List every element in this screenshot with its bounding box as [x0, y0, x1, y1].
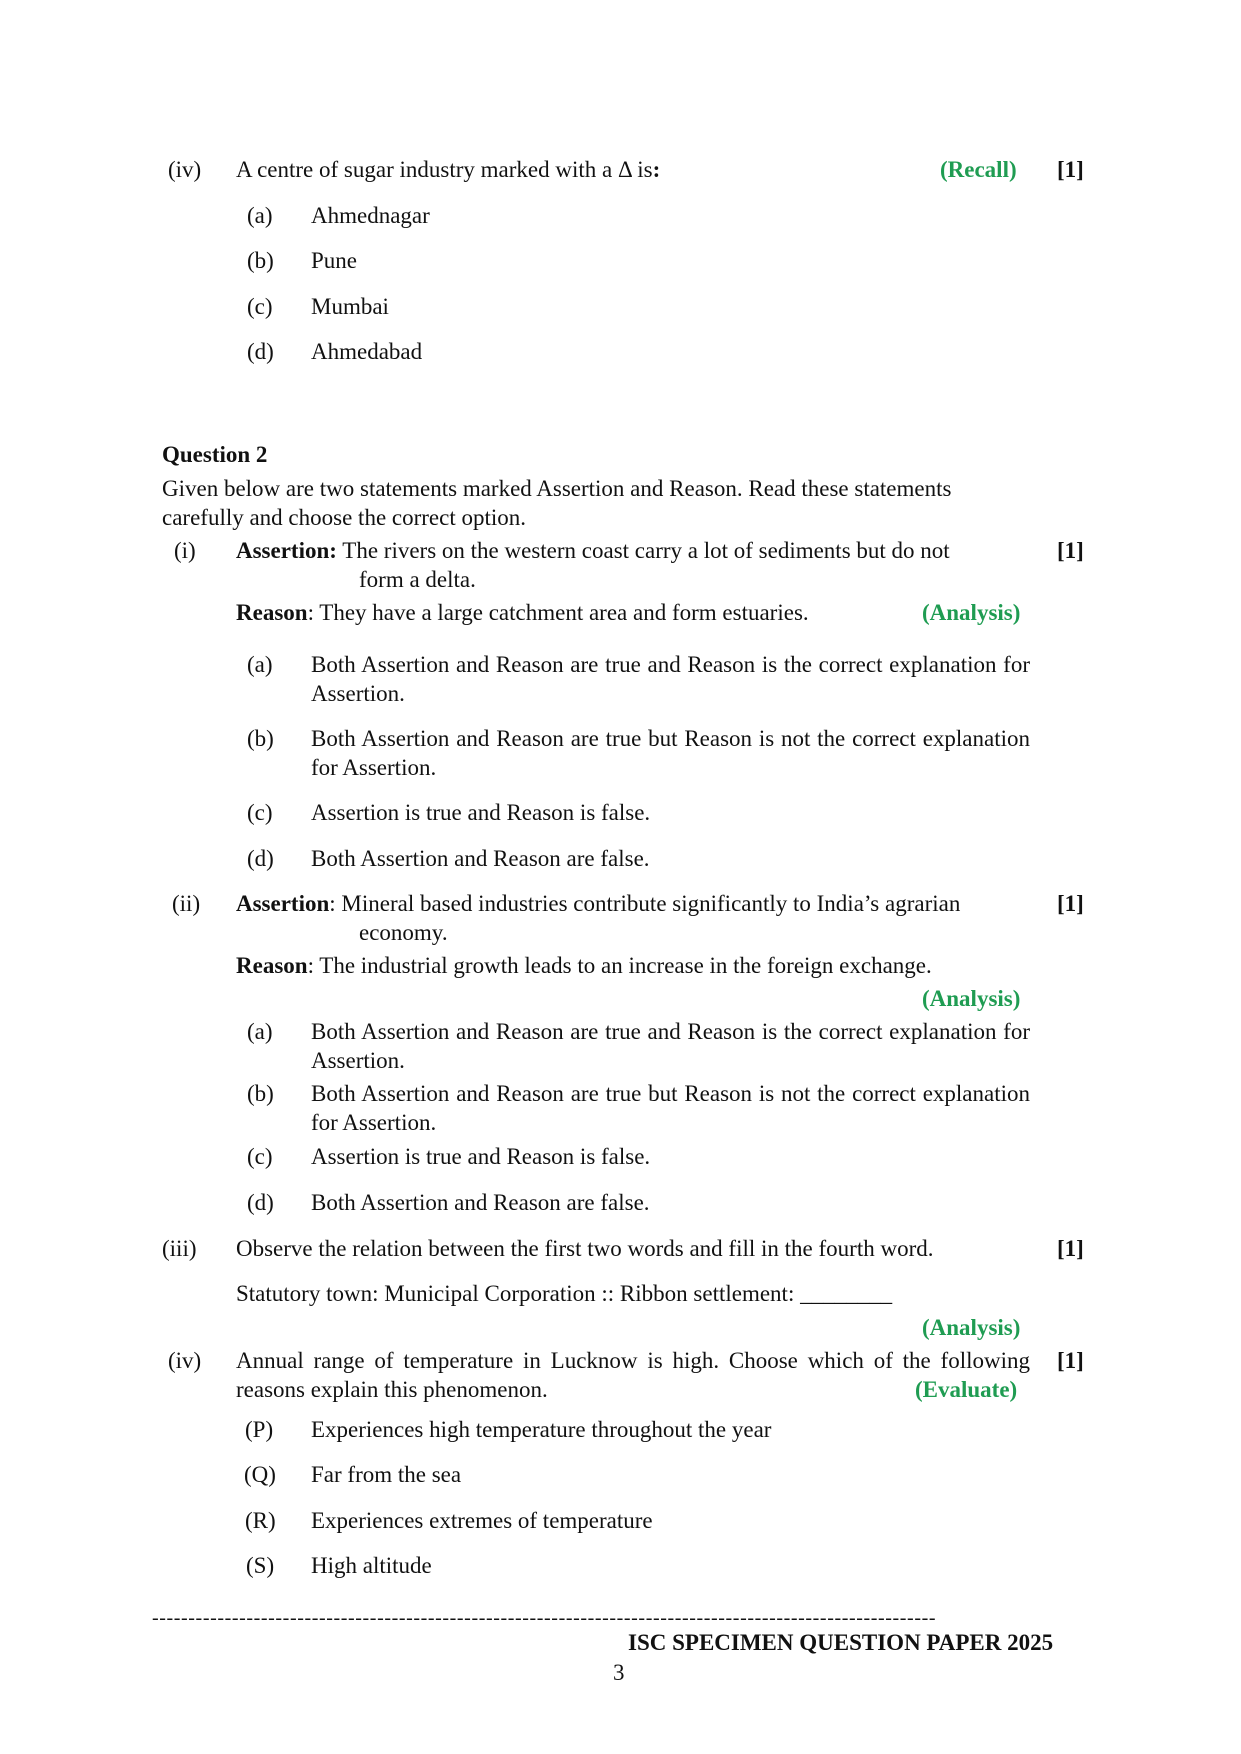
- reason-label: Reason: [236, 600, 308, 625]
- q2-i-option-text: Both Assertion and Reason are true and Reason is the correct explanation for Assertion.: [311, 652, 1030, 706]
- reason-label: Reason: [236, 953, 308, 978]
- q2-iii-analogy: Statutory town: Municipal Corporation :: Ribbon settlement: ________: [236, 1281, 893, 1306]
- q2-iv-option-label: (R): [245, 1508, 276, 1533]
- q1-iv-option-label: (c): [247, 294, 273, 319]
- q2-ii-assertion-continued: economy.: [359, 920, 448, 945]
- q2-i-skill-tag: (Analysis): [922, 600, 1021, 625]
- q2-iv-option-text: High altitude: [311, 1553, 432, 1578]
- reason-text: : The industrial growth leads to an increase in the foreign exchange.: [307, 953, 932, 978]
- q1-iv-skill-tag: (Recall): [940, 157, 1017, 182]
- q2-ii-option-label: (a): [247, 1019, 273, 1044]
- q2-iv-option-text: Experiences high temperature throughout the year: [311, 1417, 772, 1442]
- q1-iv-option-text: Ahmedabad: [311, 339, 423, 364]
- q2-iii-number: (iii): [162, 1236, 197, 1261]
- q1-iv-number: (iv): [168, 157, 202, 182]
- q2-iv-marks: [1]: [1057, 1348, 1084, 1373]
- q2-iv-number: (iv): [168, 1348, 202, 1373]
- q2-i-assertion-continued: form a delta.: [359, 567, 476, 592]
- q2-iv-skill-tag: (Evaluate): [915, 1377, 1018, 1402]
- q2-iii-question: Observe the relation between the first two words and fill in the fourth word.: [236, 1236, 934, 1261]
- q2-ii-skill-tag: (Analysis): [922, 986, 1021, 1011]
- q1-iv-option-label: (b): [247, 248, 274, 273]
- q2-ii-marks: [1]: [1057, 891, 1084, 916]
- assertion-text: The rivers on the western coast carry a lot of sediments but do not: [336, 538, 950, 563]
- q2-i-option-text: Both Assertion and Reason are false.: [311, 846, 650, 871]
- q2-i-number: (i): [174, 538, 196, 563]
- q1-iv-option-text: Mumbai: [311, 294, 389, 319]
- q1-iv-option-text: Ahmednagar: [311, 203, 430, 228]
- q2-ii-option-text: Both Assertion and Reason are true and Reason is the correct explanation for Assertion.: [311, 1019, 1030, 1073]
- q1-iv-question: [236, 155, 660, 184]
- q2-ii-option-text: Both Assertion and Reason are false.: [311, 1190, 650, 1215]
- q2-iv-option-label: (P): [245, 1417, 274, 1442]
- q2-i-option-text: Assertion is true and Reason is false.: [311, 800, 651, 825]
- assertion-text: : Mineral based industries contribute significantly to India’s agrarian: [329, 891, 961, 916]
- q1-iv-question-text: A centre of sugar industry marked with a Δ is: [236, 157, 653, 182]
- q2-iv-option-label: (S): [246, 1553, 275, 1578]
- q1-iv-question-colon: :: [652, 157, 661, 182]
- q1-iv-marks: [1]: [1057, 157, 1084, 182]
- q2-ii-option-label: (b): [247, 1081, 274, 1106]
- footer-divider: ------------------------------------------------------------------------------------------------------------: [152, 1607, 937, 1629]
- q2-iv-option-text: Far from the sea: [311, 1462, 462, 1487]
- question-2-heading: Question 2: [162, 442, 268, 467]
- q1-iv-option-text: Pune: [311, 248, 357, 273]
- q2-i-marks: [1]: [1057, 538, 1084, 563]
- q2-ii-number: (ii): [172, 891, 201, 916]
- q2-iii-marks: [1]: [1057, 1236, 1084, 1261]
- q2-i-reason: [236, 598, 809, 627]
- q2-ii-assertion: [236, 889, 960, 918]
- q2-iv-question: Annual range of temperature in Lucknow is high. Choose which of the following reasons explain this phenomenon.: [236, 1348, 1030, 1402]
- q2-iv-option-text: Experiences extremes of temperature: [311, 1508, 653, 1533]
- question-2-intro-line-1: Given below are two statements marked Assertion and Reason. Read these statements: [162, 476, 952, 501]
- q2-i-option-label: (b): [247, 726, 274, 751]
- q2-i-option-label: (c): [247, 800, 273, 825]
- q2-ii-option-text: Both Assertion and Reason are true but Reason is not the correct explanation for Assertion.: [311, 1081, 1030, 1135]
- q2-i-assertion: [236, 536, 950, 565]
- footer-title: ISC SPECIMEN QUESTION PAPER 2025: [628, 1630, 1054, 1655]
- q1-iv-option-label: (a): [247, 203, 273, 228]
- q2-ii-option-label: (c): [247, 1144, 273, 1169]
- assertion-label: Assertion: [236, 891, 330, 916]
- q2-ii-reason: [236, 951, 932, 980]
- assertion-label: Assertion:: [236, 538, 337, 563]
- q1-iv-option-label: (d): [247, 339, 274, 364]
- q2-ii-option-text: Assertion is true and Reason is false.: [311, 1144, 651, 1169]
- q2-iv-option-label: (Q): [244, 1462, 276, 1487]
- q2-ii-option-label: (d): [247, 1190, 274, 1215]
- q2-i-option-text: Both Assertion and Reason are true but Reason is not the correct explanation for Assertion.: [311, 726, 1030, 780]
- question-2-intro-line-2: carefully and choose the correct option.: [162, 505, 527, 530]
- q2-i-option-label: (a): [247, 652, 273, 677]
- q2-i-option-label: (d): [247, 846, 274, 871]
- q2-iii-skill-tag: (Analysis): [922, 1315, 1021, 1340]
- reason-text: : They have a large catchment area and form estuaries.: [307, 600, 809, 625]
- page-number: 3: [613, 1660, 625, 1685]
